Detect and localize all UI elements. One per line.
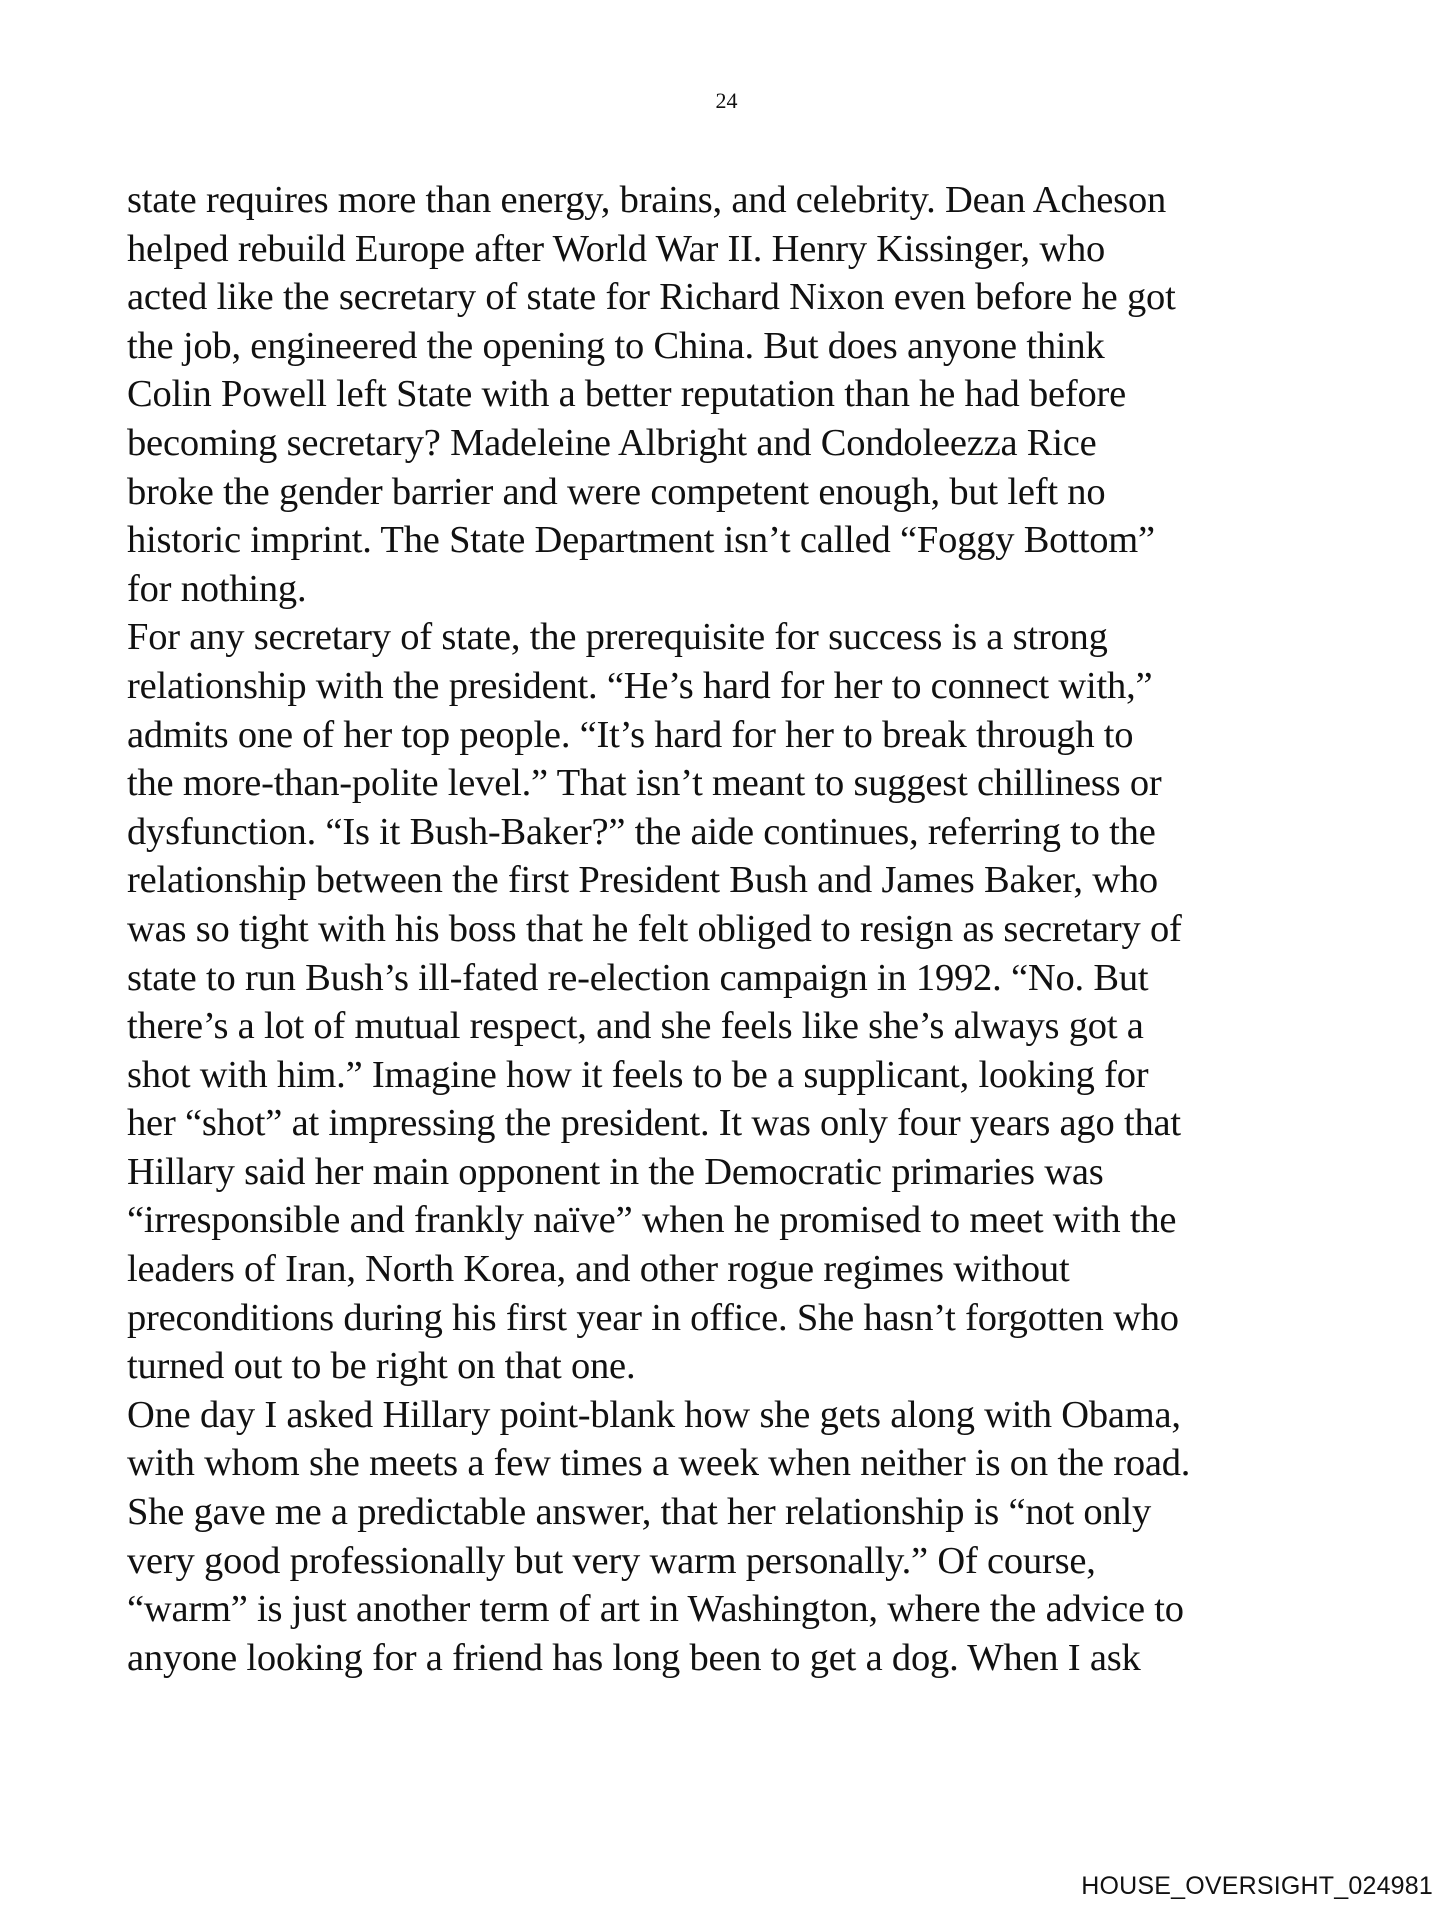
body-text <box>127 176 1367 1682</box>
text-line: state to run Bush’s ill-fated re-election campaign in 1992. “No. But <box>127 956 1149 999</box>
text-line: helped rebuild Europe after World War II. Henry Kissinger, who <box>127 227 1106 270</box>
text-line: broke the gender barrier and were competent enough, but left no <box>127 470 1106 513</box>
page-number: 24 <box>715 88 738 113</box>
text-line: She gave me a predictable answer, that her relationship is “not only <box>127 1491 1152 1534</box>
text-line: Colin Powell left State with a better reputation than he had before <box>127 373 1127 416</box>
text-line: Hillary said her main opponent in the Democratic primaries was <box>127 1150 1104 1193</box>
paragraph-2 <box>127 613 1367 1391</box>
text-line: historic imprint. The State Department isn’t called “Foggy Bottom” <box>127 519 1155 562</box>
paragraph-3 <box>127 1391 1367 1683</box>
text-line: there’s a lot of mutual respect, and she feels like she’s always got a <box>127 1005 1144 1048</box>
text-line: for nothing. <box>127 567 307 610</box>
text-line: “irresponsible and frankly naïve” when he promised to meet with the <box>127 1199 1177 1242</box>
paragraph-1 <box>127 176 1367 613</box>
text-line: anyone looking for a friend has long been to get a dog. When I ask <box>127 1636 1141 1679</box>
text-line: very good professionally but very warm personally.” Of course, <box>127 1539 1096 1582</box>
text-line: was so tight with his boss that he felt obliged to resign as secretary of <box>127 907 1182 950</box>
text-line: admits one of her top people. “It’s hard for her to break through to <box>127 713 1134 756</box>
text-line: relationship with the president. “He’s hard for her to connect with,” <box>127 664 1153 707</box>
text-line: turned out to be right on that one. <box>127 1345 636 1388</box>
document-id-footer: HOUSE_OVERSIGHT_024981 <box>1081 1872 1433 1900</box>
text-line: her “shot” at impressing the president. It was only four years ago that <box>127 1102 1181 1145</box>
text-line: dysfunction. “Is it Bush-Baker?” the aide continues, referring to the <box>127 810 1156 853</box>
text-line: For any secretary of state, the prerequisite for success is a strong <box>127 616 1108 659</box>
text-line: with whom she meets a few times a week when neither is on the road. <box>127 1442 1191 1485</box>
text-line: acted like the secretary of state for Richard Nixon even before he got <box>127 276 1176 319</box>
text-line: “warm” is just another term of art in Washington, where the advice to <box>127 1588 1184 1631</box>
text-line: state requires more than energy, brains, and celebrity. Dean Acheson <box>127 179 1167 221</box>
text-line: preconditions during his first year in office. She hasn’t forgotten who <box>127 1296 1179 1339</box>
text-line: shot with him.” Imagine how it feels to be a supplicant, looking for <box>127 1053 1149 1096</box>
text-line: leaders of Iran, North Korea, and other rogue regimes without <box>127 1248 1070 1291</box>
text-line: the job, engineered the opening to China. But does anyone think <box>127 324 1105 367</box>
text-line: relationship between the first President Bush and James Baker, who <box>127 859 1158 902</box>
text-line: becoming secretary? Madeleine Albright and Condoleezza Rice <box>127 421 1097 464</box>
text-line: One day I asked Hillary point-blank how she gets along with Obama, <box>127 1393 1181 1436</box>
text-line: the more-than-polite level.” That isn’t meant to suggest chilliness or <box>127 762 1162 805</box>
